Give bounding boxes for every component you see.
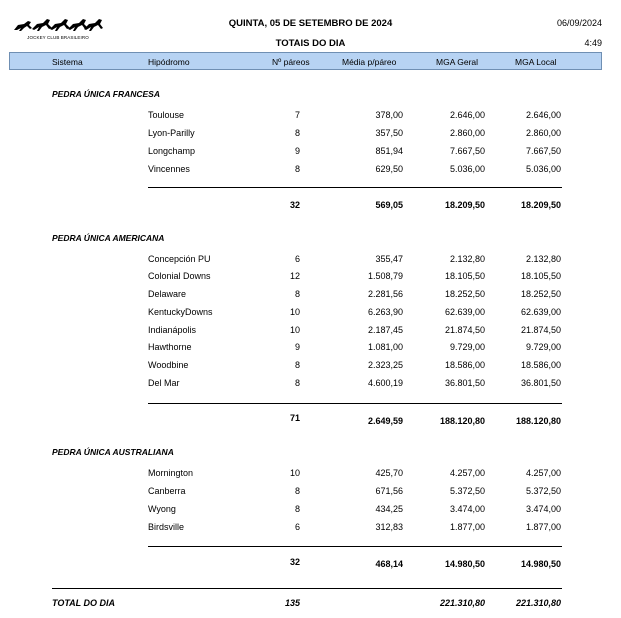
hipodromo-cell: Wyong xyxy=(148,504,176,514)
hipodromo-cell: Longchamp xyxy=(148,146,196,156)
mga-geral-cell: 1.877,00 xyxy=(449,522,485,532)
pareos-cell: 12 xyxy=(289,271,300,281)
hipodromo-cell: Del Mar xyxy=(148,378,180,388)
report-title: QUINTA, 05 DE SETEMBRO DE 2024 xyxy=(228,18,393,29)
media-cell: 4.600,19 xyxy=(367,378,403,388)
mga-local-cell: 3.474,00 xyxy=(525,504,561,514)
grand-total-mga-local: 221.310,80 xyxy=(515,598,561,608)
col-header-sistema: Sistema xyxy=(52,57,83,67)
mga-geral-cell: 5.036,00 xyxy=(449,164,485,174)
media-total: 468,14 xyxy=(375,559,403,569)
pareos-cell: 8 xyxy=(294,128,300,138)
media-cell: 355,47 xyxy=(375,254,403,264)
col-header-mga-local: MGA Local xyxy=(515,57,557,67)
pareos-cell: 8 xyxy=(294,378,300,388)
media-cell: 357,50 xyxy=(375,128,403,138)
section-title: PEDRA ÚNICA AUSTRALIANA xyxy=(52,447,174,457)
grand-total-pareos: 135 xyxy=(284,598,300,608)
media-cell: 6.263,90 xyxy=(367,307,403,317)
pareos-cell: 8 xyxy=(294,164,300,174)
hipodromo-cell: Woodbine xyxy=(148,360,189,370)
hipodromo-cell: Vincennes xyxy=(148,164,190,174)
mga-geral-cell: 3.474,00 xyxy=(449,504,485,514)
media-cell: 312,83 xyxy=(375,522,403,532)
mga-geral-cell: 7.667,50 xyxy=(449,146,485,156)
grand-total-mga-geral: 221.310,80 xyxy=(439,598,485,608)
report-date: 06/09/2024 xyxy=(556,18,602,28)
media-cell: 1.508,79 xyxy=(367,271,403,281)
mga-local-cell: 18.252,50 xyxy=(520,289,561,299)
hipodromo-cell: Hawthorne xyxy=(148,342,192,352)
pareos-cell: 9 xyxy=(294,342,300,352)
mga-geral-cell: 18.252,50 xyxy=(444,289,485,299)
mga-geral-cell: 21.874,50 xyxy=(444,325,485,335)
media-cell: 2.323,25 xyxy=(367,360,403,370)
media-cell: 2.281,56 xyxy=(367,289,403,299)
mga-local-total: 188.120,80 xyxy=(515,416,561,426)
mga-local-cell: 2.646,00 xyxy=(525,110,561,120)
section-title: PEDRA ÚNICA FRANCESA xyxy=(52,89,160,99)
mga-local-cell: 2.860,00 xyxy=(525,128,561,138)
logo-text: JOCKEY CLUB BRASILEIRO xyxy=(27,35,89,40)
media-cell: 2.187,45 xyxy=(367,325,403,335)
mga-local-cell: 7.667,50 xyxy=(525,146,561,156)
col-header-pareos: Nº páreos xyxy=(272,57,310,67)
mga-geral-cell: 62.639,00 xyxy=(444,307,485,317)
mga-local-cell: 62.639,00 xyxy=(520,307,561,317)
mga-local-cell: 2.132,80 xyxy=(525,254,561,264)
mga-geral-cell: 9.729,00 xyxy=(449,342,485,352)
pareos-cell: 8 xyxy=(294,504,300,514)
mga-local-cell: 18.586,00 xyxy=(520,360,561,370)
hipodromo-cell: Mornington xyxy=(148,468,194,478)
mga-geral-cell: 4.257,00 xyxy=(449,468,485,478)
col-header-hipodromo: Hipódromo xyxy=(148,57,190,67)
subtotal-rule xyxy=(148,403,562,404)
mga-local-total: 14.980,50 xyxy=(520,559,561,569)
mga-local-cell: 5.036,00 xyxy=(525,164,561,174)
pareos-cell: 8 xyxy=(294,289,300,299)
mga-geral-cell: 2.646,00 xyxy=(449,110,485,120)
mga-local-total: 18.209,50 xyxy=(520,200,561,210)
hipodromo-cell: Birdsville xyxy=(148,522,185,532)
report-time: 4:49 xyxy=(584,38,602,48)
hipodromo-cell: Indianápolis xyxy=(148,325,197,335)
section-title: PEDRA ÚNICA AMERICANA xyxy=(52,233,165,243)
media-cell: 378,00 xyxy=(375,110,403,120)
media-cell: 425,70 xyxy=(375,468,403,478)
mga-geral-cell: 2.132,80 xyxy=(449,254,485,264)
media-cell: 1.081,00 xyxy=(367,342,403,352)
media-total: 2.649,59 xyxy=(367,416,403,426)
media-cell: 629,50 xyxy=(375,164,403,174)
report-subtitle: TOTAIS DO DIA xyxy=(275,38,346,49)
hipodromo-cell: Toulouse xyxy=(148,110,185,120)
media-cell: 434,25 xyxy=(375,504,403,514)
col-header-media: Média p/páreo xyxy=(342,57,397,67)
pareos-cell: 10 xyxy=(289,307,300,317)
hipodromo-cell: Colonial Downs xyxy=(148,271,211,281)
pareos-total: 32 xyxy=(289,557,300,567)
pareos-total: 71 xyxy=(289,413,300,423)
pareos-total: 32 xyxy=(289,200,300,210)
mga-geral-cell: 36.801,50 xyxy=(444,378,485,388)
pareos-cell: 8 xyxy=(294,486,300,496)
hipodromo-cell: Concepción PU xyxy=(148,254,211,264)
hipodromo-cell: Delaware xyxy=(148,289,187,299)
mga-local-cell: 4.257,00 xyxy=(525,468,561,478)
mga-local-cell: 36.801,50 xyxy=(520,378,561,388)
mga-local-cell: 9.729,00 xyxy=(525,342,561,352)
mga-local-cell: 21.874,50 xyxy=(520,325,561,335)
mga-local-cell: 1.877,00 xyxy=(525,522,561,532)
pareos-cell: 9 xyxy=(294,146,300,156)
mga-geral-total: 18.209,50 xyxy=(444,200,485,210)
mga-geral-cell: 18.586,00 xyxy=(444,360,485,370)
mga-local-cell: 5.372,50 xyxy=(525,486,561,496)
grand-total-label: TOTAL DO DIA xyxy=(52,598,115,608)
media-total: 569,05 xyxy=(375,200,403,210)
mga-geral-total: 14.980,50 xyxy=(444,559,485,569)
media-cell: 851,94 xyxy=(375,146,403,156)
media-cell: 671,56 xyxy=(375,486,403,496)
hipodromo-cell: KentuckyDowns xyxy=(148,307,213,317)
grand-total-rule xyxy=(52,588,562,589)
mga-geral-total: 188.120,80 xyxy=(439,416,485,426)
pareos-cell: 6 xyxy=(294,522,300,532)
subtotal-rule xyxy=(148,546,562,547)
pareos-cell: 10 xyxy=(289,325,300,335)
pareos-cell: 10 xyxy=(289,468,300,478)
subtotal-rule xyxy=(148,187,562,188)
mga-local-cell: 18.105,50 xyxy=(520,271,561,281)
pareos-cell: 7 xyxy=(294,110,300,120)
hipodromo-cell: Canberra xyxy=(148,486,186,496)
mga-geral-cell: 5.372,50 xyxy=(449,486,485,496)
mga-geral-cell: 18.105,50 xyxy=(444,271,485,281)
pareos-cell: 6 xyxy=(294,254,300,264)
hipodromo-cell: Lyon-Parilly xyxy=(148,128,195,138)
mga-geral-cell: 2.860,00 xyxy=(449,128,485,138)
col-header-mga-geral: MGA Geral xyxy=(436,57,479,67)
pareos-cell: 8 xyxy=(294,360,300,370)
